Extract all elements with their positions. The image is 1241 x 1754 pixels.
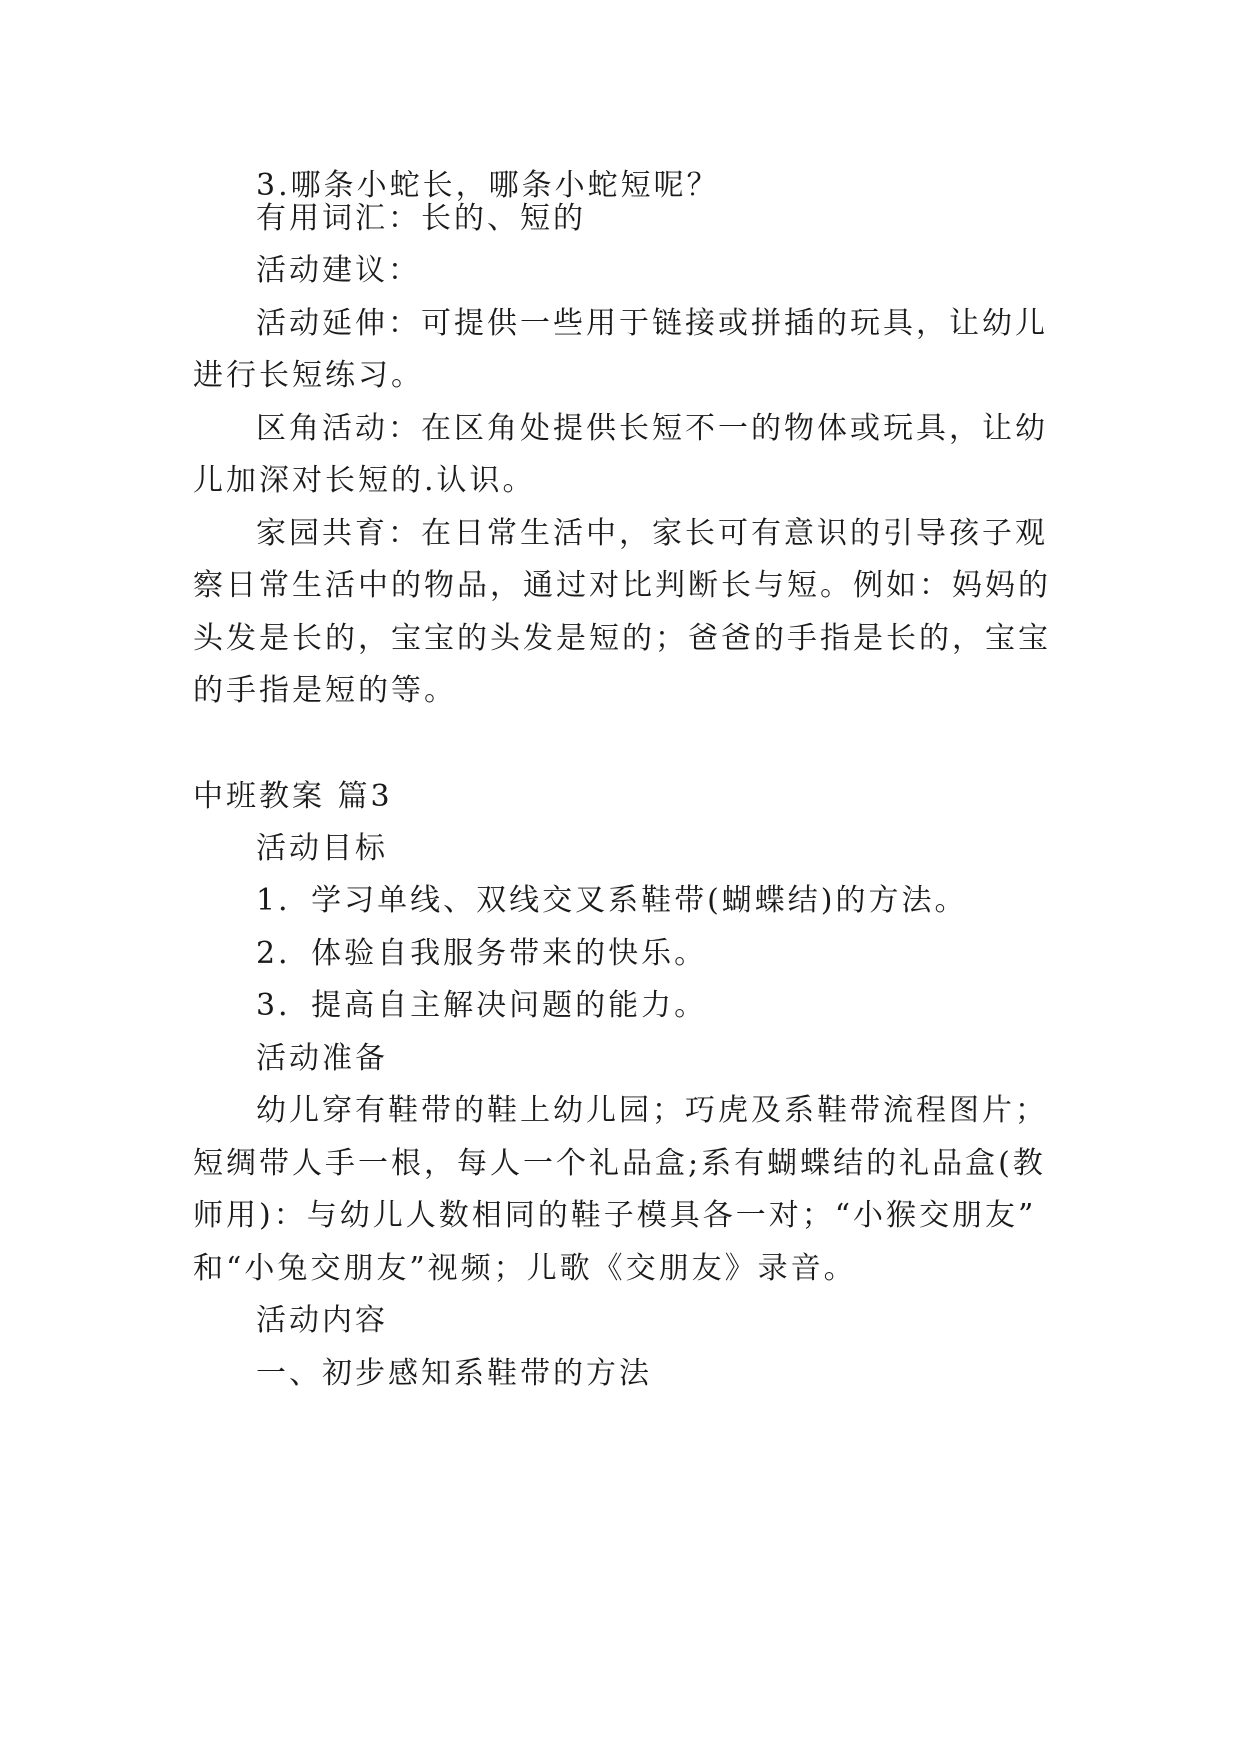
question-line: 3.哪条小蛇长，哪条小蛇短呢？ (256, 168, 720, 203)
home-line-1: 家园共育：在日常生活中，家长可有意识的引导孩子观 (256, 516, 1048, 551)
prep-line-3: 师用)：与幼儿人数相同的鞋子模具各一对；“小猴交朋友” (193, 1198, 1037, 1233)
home-line-3: 头发是长的，宝宝的头发是短的；爸爸的手指是长的，宝宝 (193, 621, 1051, 656)
goal-2: 2．体验自我服务带来的快乐。 (256, 936, 708, 971)
prep-line-4: 和“小兔交朋友”视频；儿歌《交朋友》录音。 (193, 1251, 857, 1286)
prep-line-1: 幼儿穿有鞋带的鞋上幼儿园；巧虎及系鞋带流程图片； (256, 1093, 1048, 1128)
suggestion-title: 活动建议： (256, 253, 421, 288)
goal-3: 3．提高自主解决问题的能力。 (256, 988, 708, 1023)
goal-title: 活动目标 (256, 831, 388, 866)
vocab-line: 有用词汇：长的、短的 (256, 201, 586, 236)
prep-line-2: 短绸带人手一根，每人一个礼品盒;系有蝴蝶结的礼品盒(教 (193, 1146, 1046, 1181)
corner-line-2: 儿加深对长短的.认识。 (193, 463, 536, 498)
home-line-4: 的手指是短的等。 (193, 673, 457, 708)
content-1: 一、初步感知系鞋带的方法 (256, 1356, 652, 1391)
content-title: 活动内容 (256, 1303, 388, 1338)
goal-1: 1．学习单线、双线交叉系鞋带(蝴蝶结)的方法。 (256, 883, 968, 918)
extension-line-2: 进行长短练习。 (193, 358, 424, 393)
prep-title: 活动准备 (256, 1041, 388, 1076)
section-title: 中班教案 篇3 (193, 779, 393, 814)
home-line-2: 察日常生活中的物品，通过对比判断长与短。例如：妈妈的 (193, 568, 1051, 603)
extension-line-1: 活动延伸：可提供一些用于链接或拼插的玩具，让幼儿 (256, 306, 1048, 341)
corner-line-1: 区角活动：在区角处提供长短不一的物体或玩具，让幼 (256, 411, 1048, 446)
